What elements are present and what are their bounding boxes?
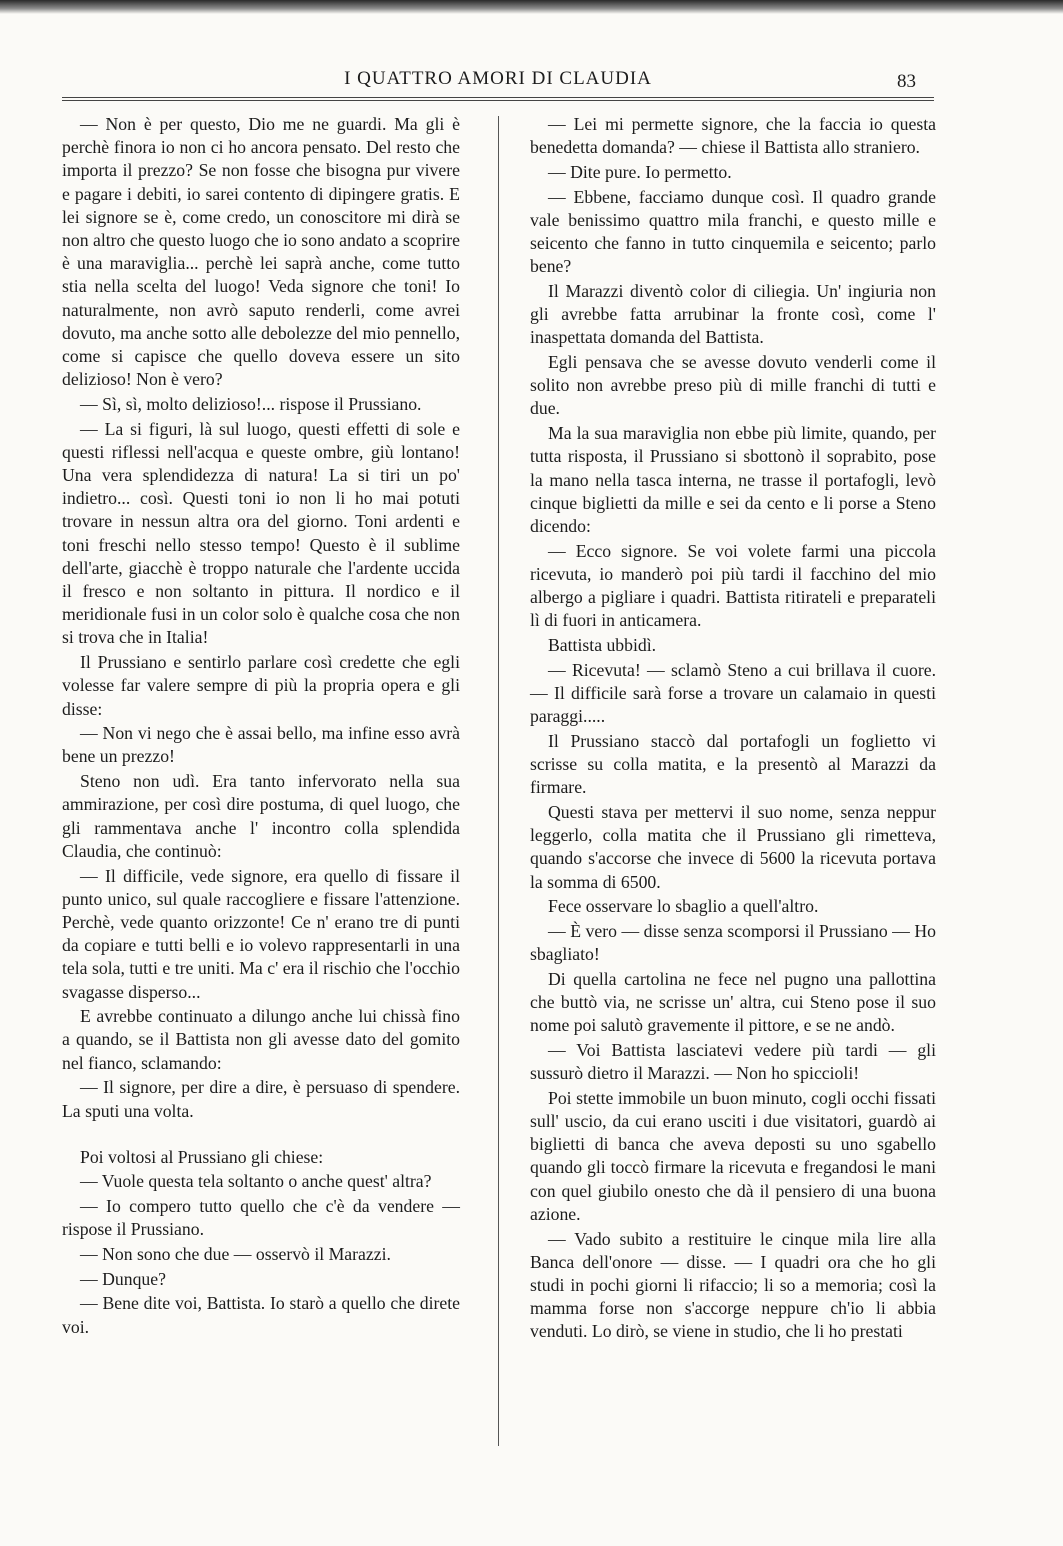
paragraph: — Ricevuta! — sclamò Steno a cui brillava il cuore. — Il difficile sarà forse a trovare un calamaio in questi paraggi..... bbox=[530, 659, 936, 727]
paragraph: — Il signore, per dire a dire, è persuaso di spendere. La sputi una volta. bbox=[62, 1077, 460, 1121]
paragraph: E avrebbe continuato a dilungo anche lui chissà fino a quando, se il Battista non gli avesse dato del gomito nel fianco, sclamando: bbox=[62, 1006, 460, 1073]
page-header bbox=[62, 66, 934, 96]
paragraph: Poi voltosi al Prussiano gli chiese: bbox=[80, 1146, 324, 1167]
book-page bbox=[62, 0, 934, 1546]
paragraph: — Voi Battista lasciatevi vedere più tardi — gli sussurò dietro il Marazzi. — Non ho spiccioli! bbox=[530, 1039, 936, 1084]
paragraph: — Sì, sì, molto delizioso!... rispose il Prussiano. bbox=[80, 393, 422, 414]
paragraph: Il Marazzi diventò color di ciliegia. Un' ingiuria non gli avrebbe fatta arrubinar la fronte così, come l' inaspettata domanda del Battista. bbox=[530, 280, 936, 348]
paragraph: — Non vi nego che è assai bello, ma infine esso avrà bene un prezzo! bbox=[62, 723, 460, 767]
paragraph: — Io compero tutto quello che c'è da vendere — rispose il Prussiano. bbox=[62, 1196, 460, 1240]
paragraph: Di quella cartolina ne fece nel pugno una pallottina che buttò via, ne scrisse un' altra, cui Steno pose il suo nome poi salutò gravemente il pittore, e se ne andò. bbox=[530, 968, 936, 1036]
paragraph: — Vado subito a restituire le cinque mila lire alla Banca dell'onore — disse. — I quadri ora che ho gli studi in pochi giorni li rifaccio; li so a memoria; così la mamma forse non s'accorge neppure ch'io li abbia venduti. Lo dirò, se viene in studio, che li ho prestati bbox=[530, 1228, 936, 1342]
running-title: I QUATTRO AMORI DI CLAUDIA bbox=[344, 68, 652, 89]
paragraph: Egli pensava che se avesse dovuto venderli come il solito non avrebbe preso più di mille franchi di tutti e due. bbox=[530, 352, 936, 419]
paragraph: — È vero — disse senza scomporsi il Prussiano — Ho sbagliato! bbox=[530, 920, 936, 965]
paragraph: Ma la sua maraviglia non ebbe più limite, quando, per tutta risposta, il Prussiano si sbottonò il soprabito, pose la mano nella tasca interna, ne trasse il portafogli, levò cinque biglietti da mille e sei da cento e li porse a Steno dicendo: bbox=[530, 423, 936, 536]
column-divider bbox=[498, 116, 499, 1446]
paragraph: — Non sono che due — osservò il Marazzi. bbox=[80, 1244, 391, 1265]
paragraph: Battista ubbidì. bbox=[548, 634, 657, 655]
paragraph: — La si figuri, là sul luogo, questi effetti di sole e questi riflessi nell'acqua e queste ombre, giù lontano! Una vera splendidezza di natura! La si tiri un po' indietro... così. Questi toni io non li ho mai potuti trovare in nessun altra ora del giorno. Toni ardenti e toni freschi nello stesso tempo! Questo è il sublime dell'arte, giacchè è troppo naturale che l'ardente uccida il fresco e non soltanto in pittura. Il nordico e il meridionale fusi in un color solo è qualche cosa che non si trova che in Italia! bbox=[62, 418, 460, 648]
paragraph: — Ebbene, facciamo dunque così. Il quadro grande vale benissimo quattro mila franchi, e questo mille e seicento che fanno in tutto cinquemila e seicento; parlo bene? bbox=[530, 186, 936, 277]
paragraph: Il Prussiano staccò dal portafogli un foglietto vi scrisse su colla matita, e la presentò al Marazzi da firmare. bbox=[530, 730, 936, 798]
page-number: 83 bbox=[897, 71, 916, 92]
paragraph: — Ecco signore. Se voi volete farmi una piccola ricevuta, io manderò poi più tardi il facchino del mio albergo a pigliare i quadri. Battista ritirateli e preparateli lì di fuori in anticamera. bbox=[530, 540, 936, 631]
right-column bbox=[530, 113, 936, 1345]
paragraph: — Bene dite voi, Battista. Io starò a quello che direte voi. bbox=[62, 1293, 460, 1337]
paragraph: — Lei mi permette signore, che la faccia io questa benedetta domanda? — chiese il Battista allo straniero. bbox=[530, 114, 936, 158]
paragraph: Fece osservare lo sbaglio a quell'altro. bbox=[548, 896, 819, 917]
paragraph: Poi stette immobile un buon minuto, cogli occhi fissati sull' uscio, da cui erano usciti i due visitatori, guardò ai biglietti di banca che aveva deposti su uno sgabello quando gli toccò firmare la ricevuta e fregandosi le mani con quel giubilo onesto che dà il pensiero di una buona azione. bbox=[530, 1087, 936, 1224]
paragraph: Il Prussiano e sentirlo parlare così credette che egli volesse far valere sempre di più la propria opera e gli disse: bbox=[62, 652, 460, 719]
left-column bbox=[62, 113, 460, 1340]
paragraph: — Vuole questa tela soltanto o anche quest' altra? bbox=[80, 1171, 432, 1192]
header-rule bbox=[62, 97, 934, 101]
paragraph: — Non è per questo, Dio me ne guardi. Ma gli è perchè finora io non ci ho ancora pensato. Del resto che importa il prezzo? Se non fosse che bisogna pur vivere e pagare i debiti, io sarei contento di dipingere gratis. E lei signore se è, come credo, un conoscitore mi dirà se non altro che questo luogo che io sono andato a scoprire è una maraviglia... perchè lei saprà anche, come tutto stia nella scelta del luogo! Veda signore che toni! Io naturalmente, non avrò saputo renderli, come avrei dovuto, ma anche sotto alle debolezze del mio pennello, come si capisce che quello doveva essere un sito delizioso! Non è vero? bbox=[62, 114, 460, 390]
paragraph: — Dunque? bbox=[80, 1268, 166, 1289]
paragraph: — Dite pure. Io permetto. bbox=[548, 161, 732, 182]
paragraph: Steno non udì. Era tanto infervorato nella sua ammirazione, per così dire postuma, di quel luogo, che gli rammentava anche l' incontro colla splendida Claudia, che continuò: bbox=[62, 771, 460, 861]
paragraph: Questi stava per mettervi il suo nome, senza neppur leggerlo, colla matita che il Prussiano gli rimetteva, quando s'accorse che invece di 5600 la ricevuta portava la somma di 6500. bbox=[530, 801, 936, 892]
paragraph: — Il difficile, vede signore, era quello di fissare il punto unico, sul quale raccogliere e fissare l'attenzione. Perchè, vede quanto orizzonte! Ce n' erano tre di punti da copiare e tutti belli e io volevo rappresentarli in una tela sola, tutti e tre uniti. Ma c' era il rischio che l'occhio svagasse disperso... bbox=[62, 865, 460, 1002]
